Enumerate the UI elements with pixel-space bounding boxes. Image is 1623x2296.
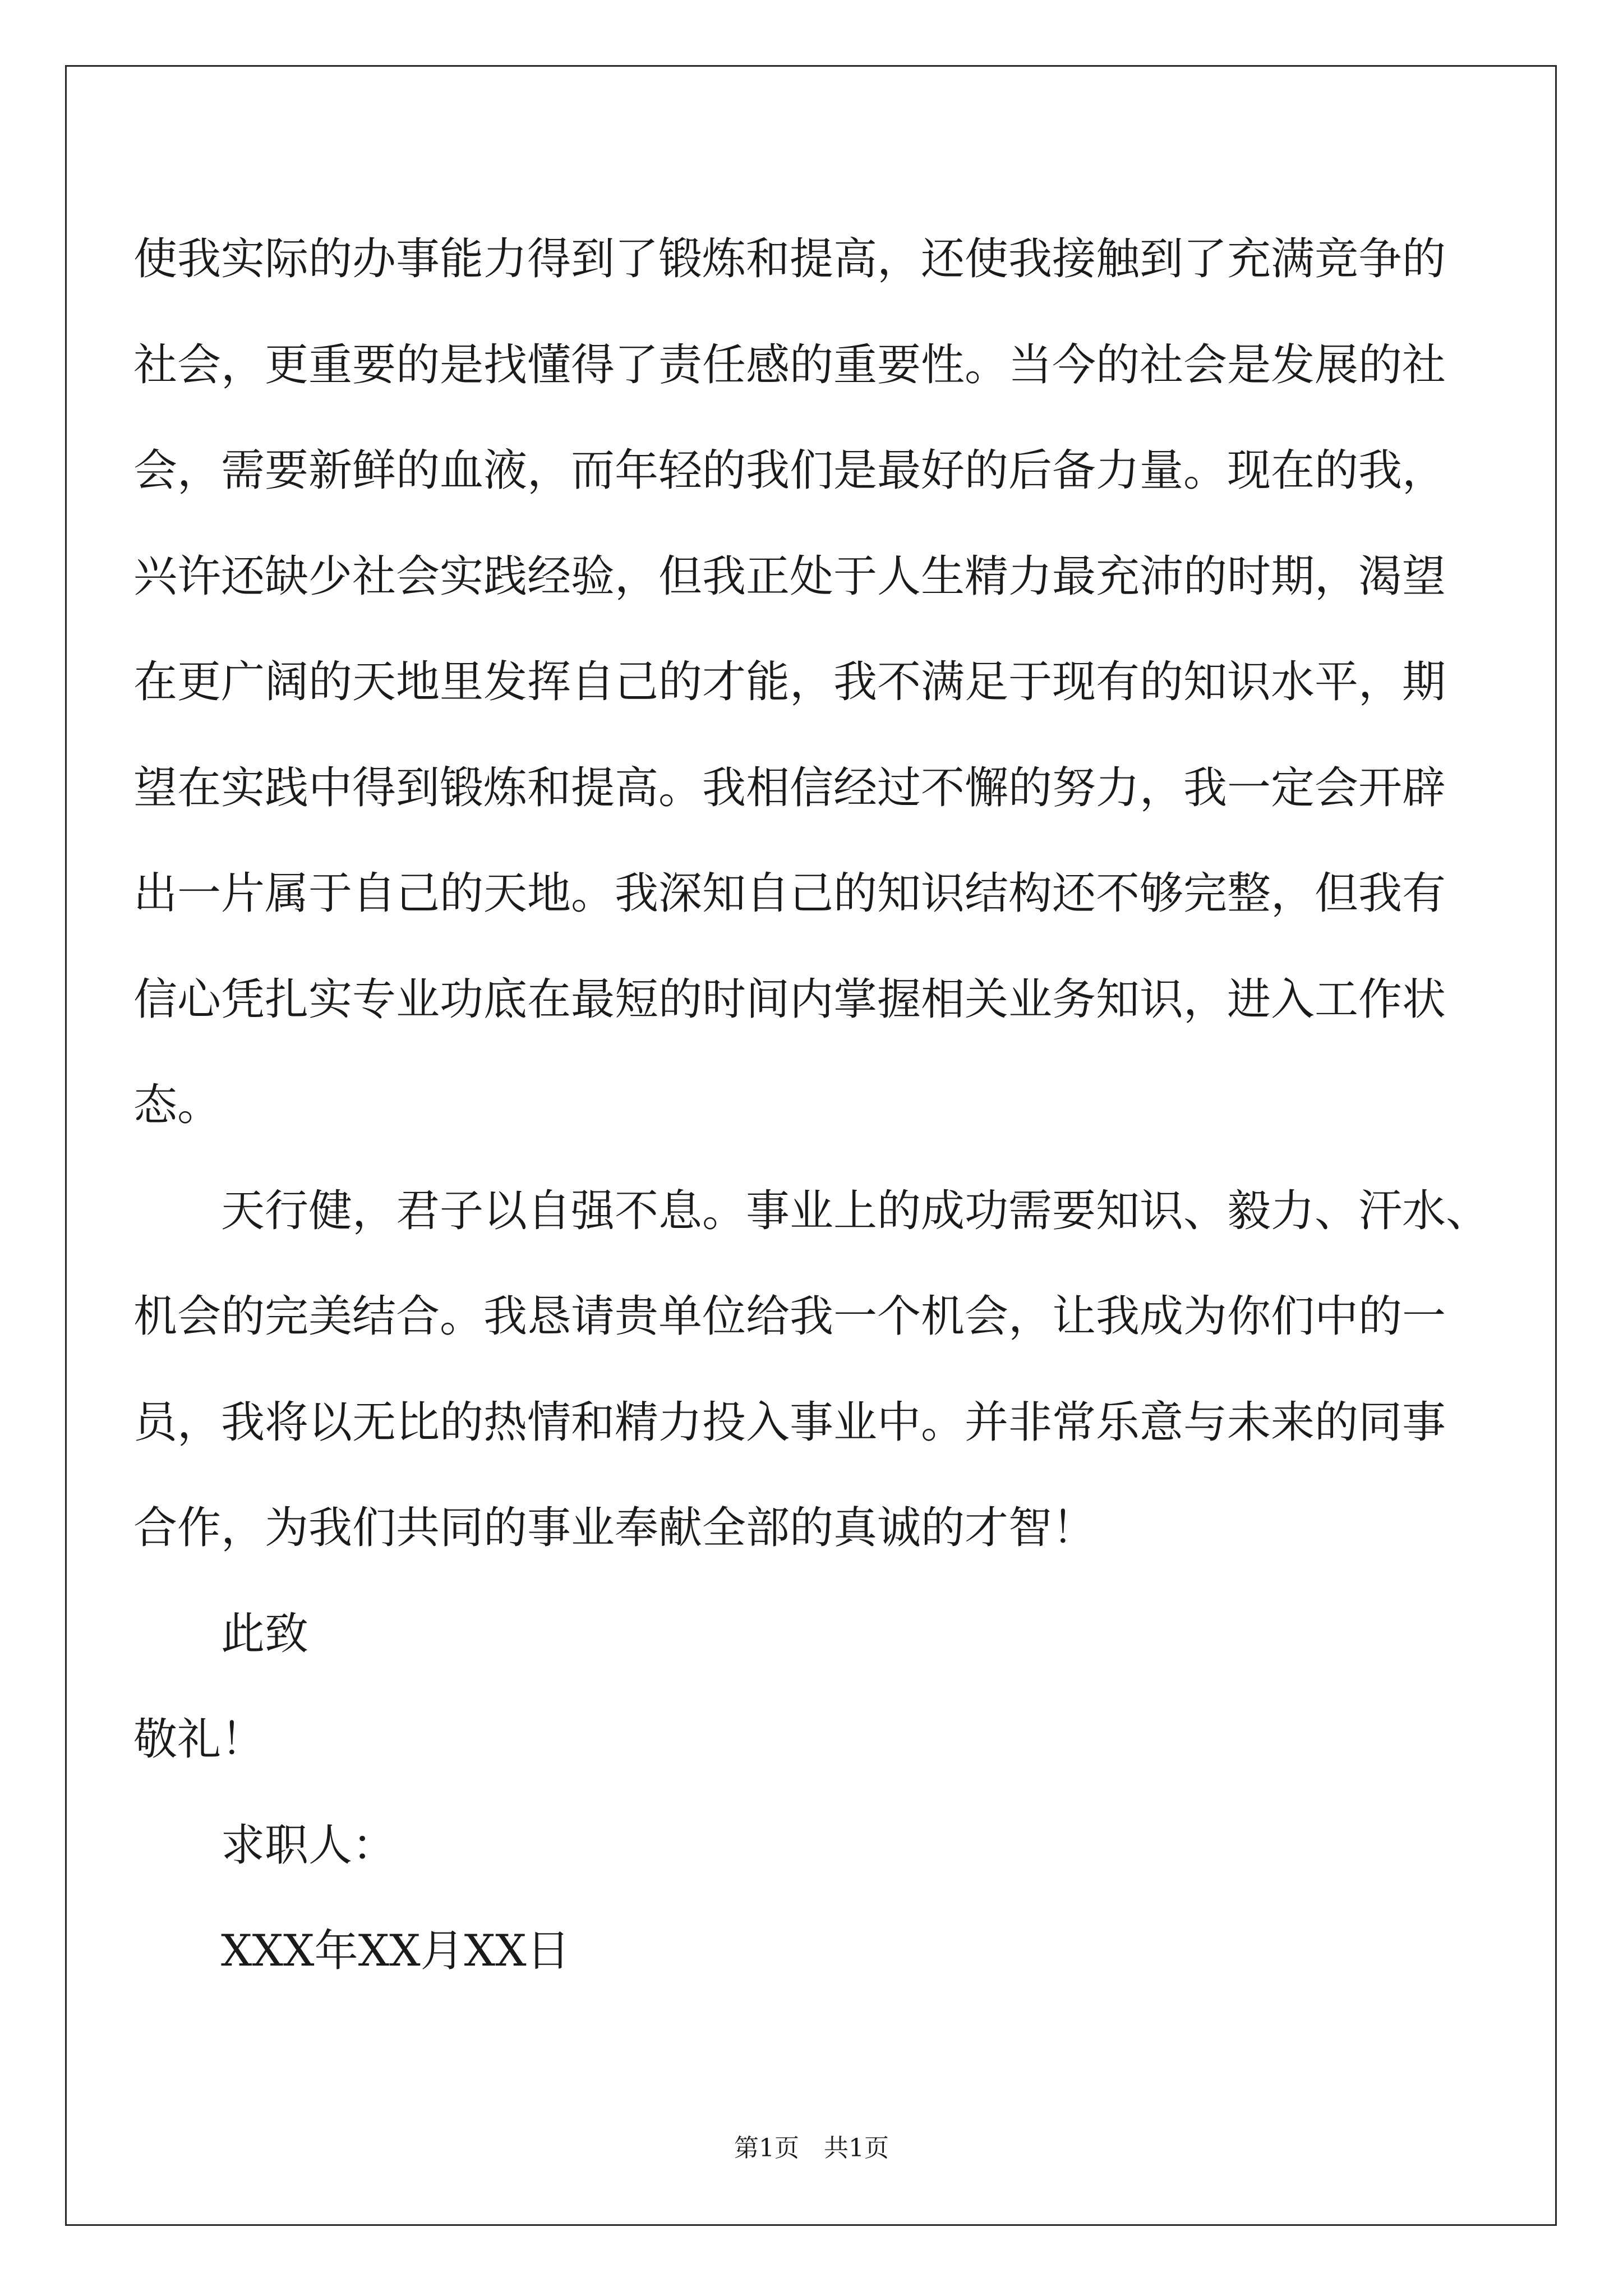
text-line: 兴许还缺少社会实践经验，但我正处于人生精力最充沛的时期，渴望	[133, 551, 1446, 602]
salutation-text: 敬礼！	[133, 1714, 265, 1765]
text-line: 态。	[133, 1080, 222, 1130]
text-line: 天行健，君子以自强不息。事业上的成功需要知识、毅力、汗水、	[221, 1185, 1490, 1236]
closing-text: 此致	[221, 1608, 309, 1659]
signature-label: 求职人：	[221, 1820, 396, 1871]
text-line: 会，需要新鲜的血液，而年轻的我们是最好的后备力量。现在的我，	[133, 445, 1446, 496]
text-line: 合作，为我们共同的事业奉献全部的真诚的才智！	[133, 1503, 1096, 1553]
text-line: 使我实际的办事能力得到了锻炼和提高，还使我接触到了充满竞争的	[133, 234, 1446, 284]
date-text: XXX年XX月XX日	[221, 1926, 570, 1976]
text-line: 出一片属于自己的天地。我深知自己的知识结构还不够完整，但我有	[133, 868, 1446, 919]
page-number: 第1页	[734, 2134, 799, 2162]
text-line: 望在实践中得到锻炼和提高。我相信经过不懈的努力，我一定会开辟	[133, 762, 1446, 813]
text-line: 机会的完美结合。我恳请贵单位给我一个机会，让我成为你们中的一	[133, 1291, 1446, 1342]
text-line: 员，我将以无比的热情和精力投入事业中。并非常乐意与未来的同事	[133, 1397, 1446, 1448]
text-line: 信心凭扎实专业功底在最短的时间内掌握相关业务知识，进入工作状	[133, 974, 1446, 1025]
letter-body	[133, 206, 1490, 2004]
text-line: 在更广阔的天地里发挥自己的才能，我不满足于现有的知识水平，期	[133, 657, 1446, 707]
text-line: 社会，更重要的是找懂得了责任感的重要性。当今的社会是发展的社	[133, 339, 1446, 390]
page-total: 共1页	[824, 2134, 889, 2162]
page-footer	[0, 2132, 1623, 2165]
